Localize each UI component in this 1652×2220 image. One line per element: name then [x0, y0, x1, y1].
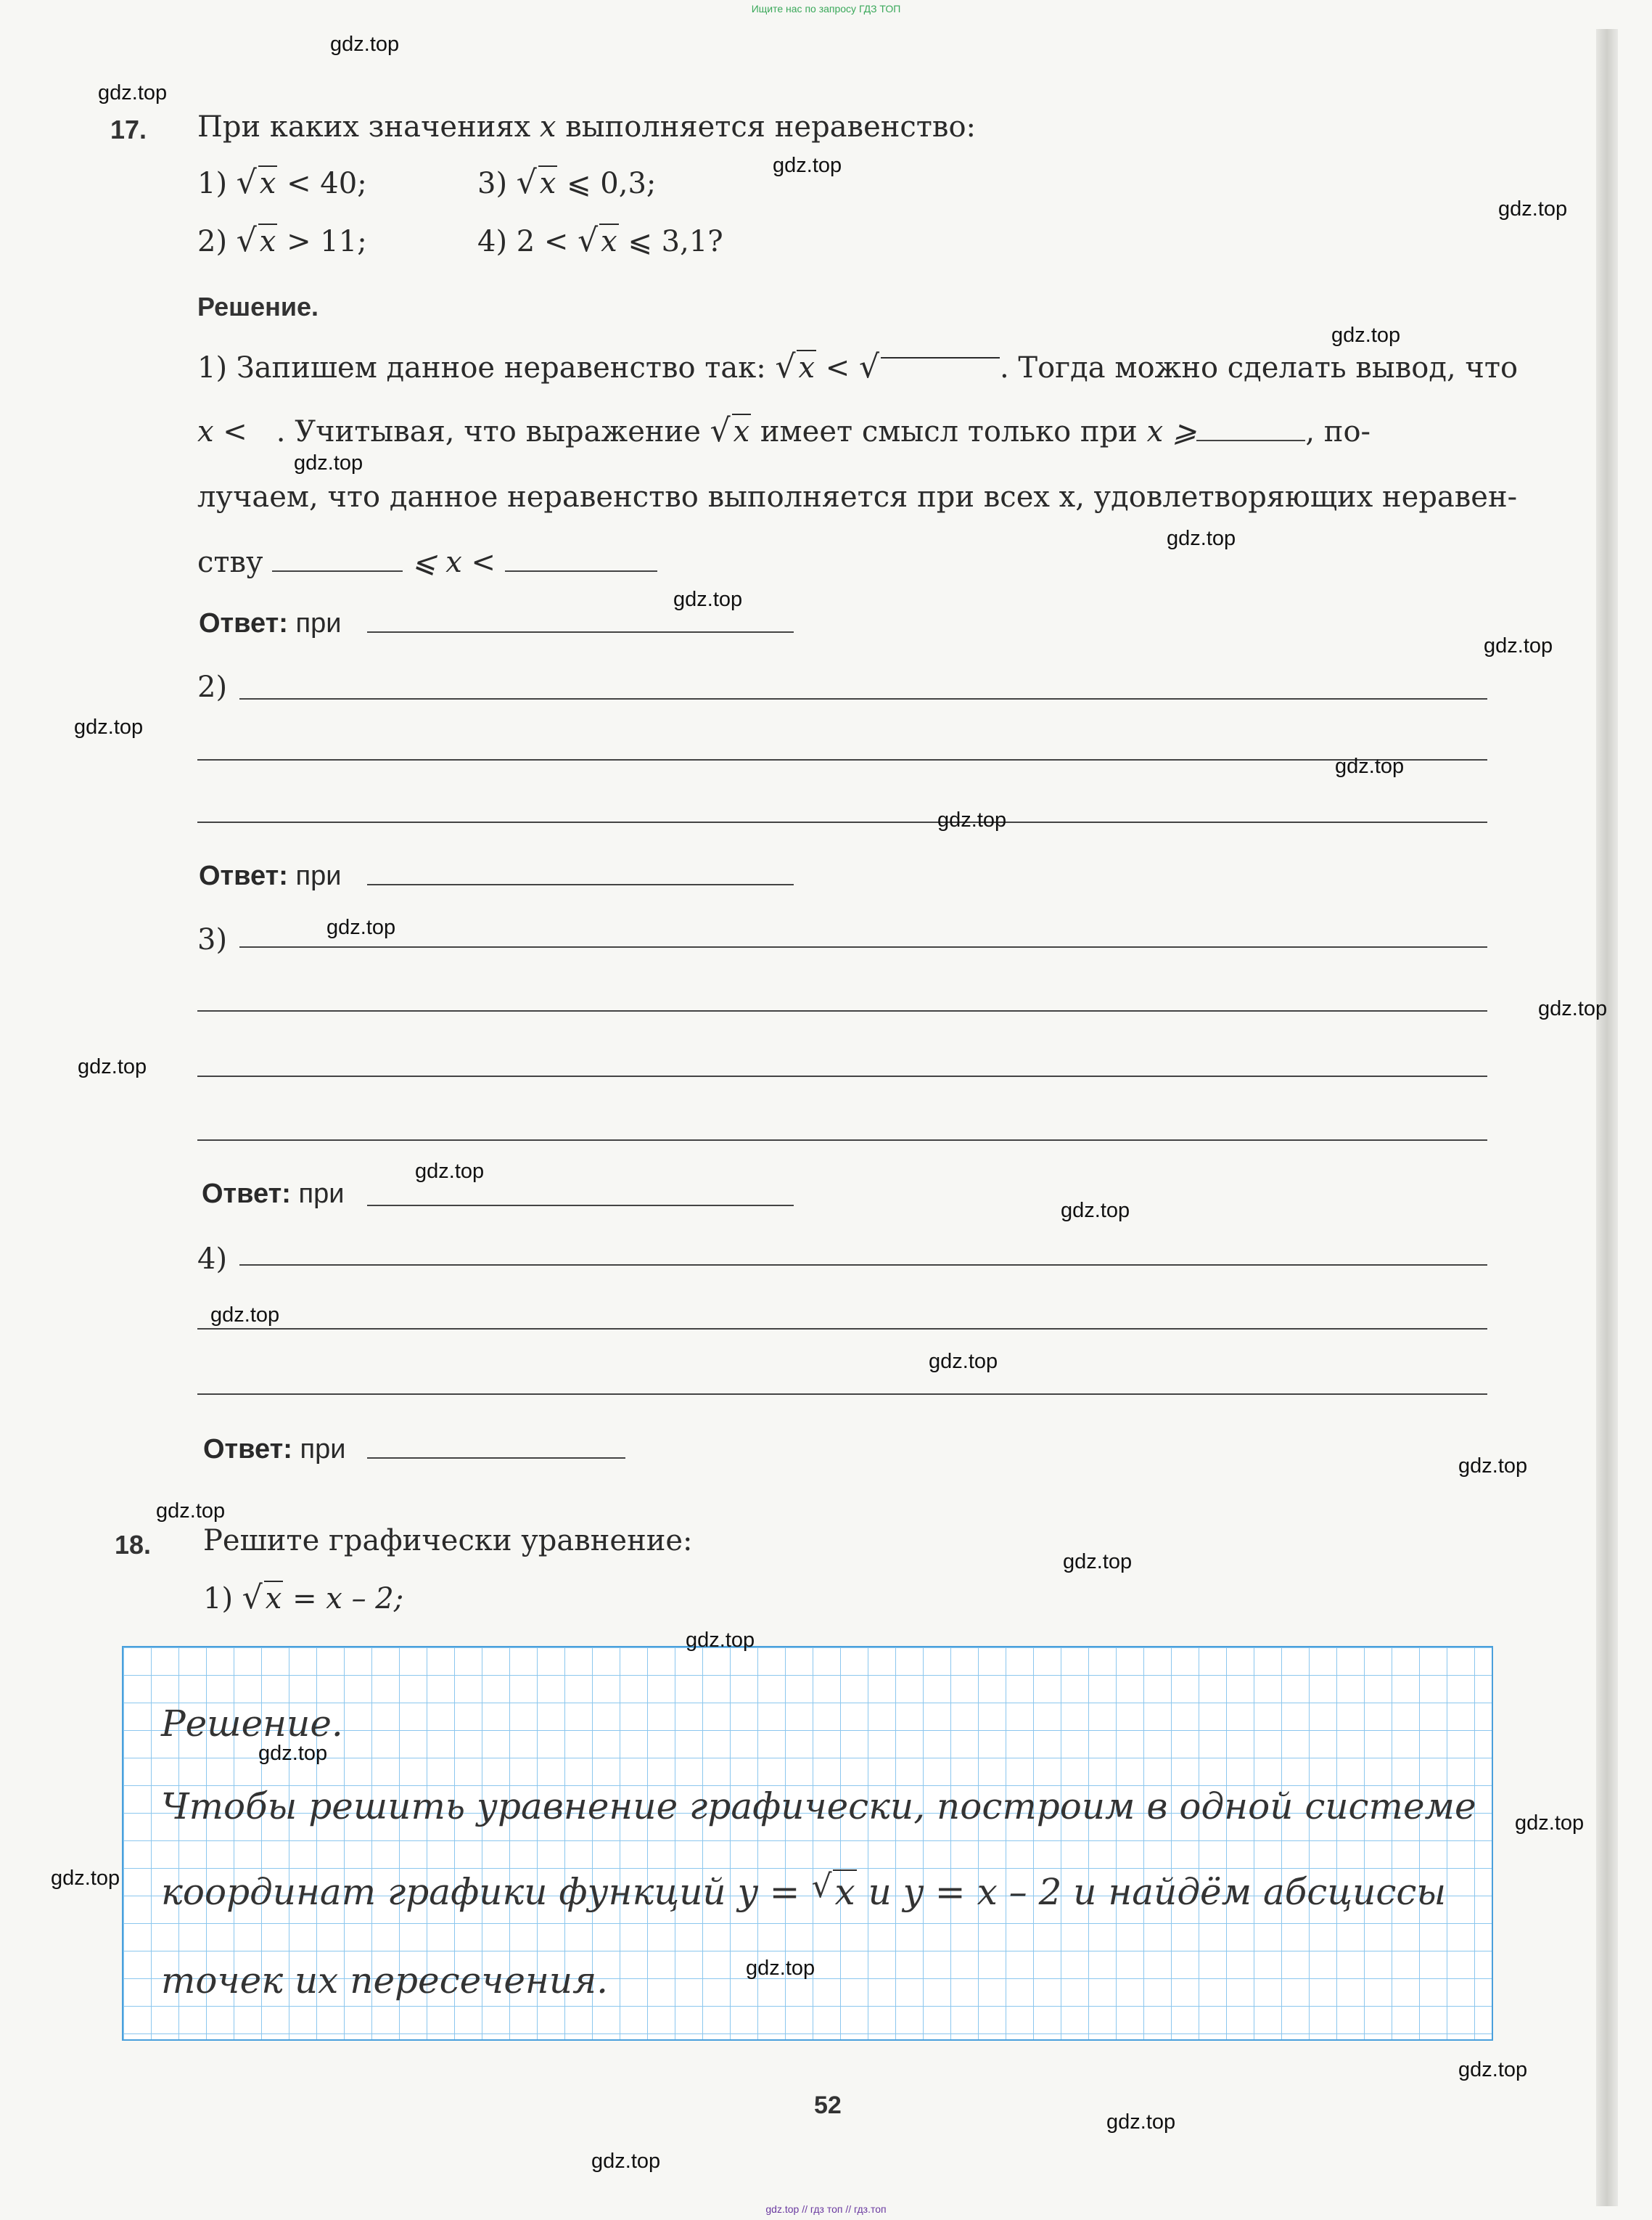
watermark: gdz.top — [74, 716, 144, 739]
task-17-number: 17. — [110, 115, 147, 144]
grid-solution-line-3: точек их пересечения. — [161, 1959, 609, 2002]
watermark: gdz.top — [1484, 634, 1553, 658]
task-17-item-4: 4) 2 < √ x ⩽ 3,1? — [477, 225, 723, 258]
page-number: 52 — [814, 2092, 842, 2119]
watermark: gdz.top — [415, 1160, 485, 1183]
part-4-line-1[interactable] — [239, 1264, 1487, 1266]
part-3-label: 3) — [197, 923, 228, 957]
task-18-item-1: 1) √ x = x – 2; — [203, 1582, 403, 1615]
part-3-line-4[interactable] — [197, 1139, 1487, 1141]
watermark: gdz.top — [673, 588, 743, 611]
part-3-line-1[interactable] — [239, 946, 1487, 948]
watermark: gdz.top — [1458, 2058, 1528, 2081]
watermark: gdz.top — [1458, 1454, 1528, 1478]
watermark: gdz.top — [1515, 1811, 1585, 1835]
watermark: gdz.top — [1538, 997, 1608, 1020]
page-edge-shadow — [1596, 29, 1618, 2206]
watermark: gdz.top — [746, 1957, 815, 1980]
answer-4-label: Ответ: при — [203, 1434, 346, 1465]
watermark: gdz.top — [258, 1742, 328, 1765]
answer-3-blank[interactable] — [367, 1205, 794, 1206]
part-2-line-3[interactable] — [197, 822, 1487, 823]
watermark: gdz.top — [78, 1055, 147, 1078]
grid-solution-heading: Решение. — [161, 1703, 343, 1745]
task-17-item-3: 3) √ x ⩽ 0,3; — [477, 167, 656, 200]
answer-1-label: Ответ: при — [199, 608, 342, 639]
watermark: gdz.top — [326, 916, 396, 939]
part-4-line-3[interactable] — [197, 1393, 1487, 1395]
solution-heading: Решение. — [197, 292, 319, 321]
watermark: gdz.top — [591, 2150, 661, 2173]
part-3-line-2[interactable] — [197, 1010, 1487, 1012]
grid-solution-line-2: координат графики функций y = √ x и y = x – 2 и найдём абсциссы — [161, 1871, 1446, 1913]
task-17-question: При каких значениях x выполняется неравенство: — [197, 110, 977, 144]
part-4-label: 4) — [197, 1242, 228, 1276]
watermark: gdz.top — [1331, 324, 1401, 347]
watermark: gdz.top — [294, 451, 363, 475]
watermark: gdz.top — [1063, 1550, 1133, 1573]
watermark: gdz.top — [98, 81, 168, 105]
watermark: gdz.top — [929, 1350, 998, 1373]
solution-line-3: лучаем, что данное неравенство выполняется при всех x, удовлетворяющих неравен- — [197, 480, 1518, 514]
answer-2-label: Ответ: при — [199, 861, 342, 891]
watermark: gdz.top — [773, 154, 842, 177]
watermark: gdz.top — [210, 1303, 280, 1327]
watermark: gdz.top — [937, 808, 1007, 832]
watermark: gdz.top — [1498, 197, 1568, 221]
task-18-number: 18. — [115, 1530, 152, 1560]
solution-line-1: 1) Запишем данное неравенство так: √ x < √ . Тогда можно сделать вывод, что — [197, 351, 1518, 385]
blank-sqrt[interactable] — [859, 351, 1000, 385]
answer-1-blank[interactable] — [367, 631, 794, 633]
watermark: gdz.top — [51, 1867, 120, 1890]
watermark: gdz.top — [330, 33, 400, 56]
grid-solution-line-1: Чтобы решить уравнение графически, построим в одной системе — [161, 1785, 1476, 1827]
watermark: gdz.top — [1167, 527, 1236, 550]
watermark: gdz.top — [1061, 1199, 1130, 1222]
task-18-question: Решите графически уравнение: — [203, 1524, 693, 1557]
watermark: gdz.top — [156, 1499, 226, 1523]
watermark: gdz.top — [686, 1629, 755, 1652]
solution-line-4: ству ⩽ x < — [197, 546, 657, 579]
bottom-note: gdz.top // гдз топ // гдз.топ — [765, 2203, 887, 2215]
answer-2-blank[interactable] — [367, 884, 794, 885]
part-3-line-3[interactable] — [197, 1076, 1487, 1077]
part-2-line-2[interactable] — [197, 759, 1487, 761]
watermark: gdz.top — [1335, 755, 1405, 778]
task-17-item-2: 2) √ x > 11; — [197, 225, 367, 258]
solution-line-2: x < . Учитывая, что выражение √ x имеет смысл только при x ⩾ , по- — [197, 415, 1370, 448]
part-2-label: 2) — [197, 671, 228, 704]
answer-4-blank[interactable] — [367, 1457, 625, 1459]
task-17-item-1: 1) √ x < 40; — [197, 167, 367, 200]
top-note: Ищите нас по запросу ГДЗ ТОП — [751, 3, 901, 15]
part-2-line-1[interactable] — [239, 698, 1487, 700]
watermark: gdz.top — [1106, 2110, 1176, 2134]
part-4-line-2[interactable] — [197, 1328, 1487, 1330]
answer-3-label: Ответ: при — [202, 1179, 345, 1209]
